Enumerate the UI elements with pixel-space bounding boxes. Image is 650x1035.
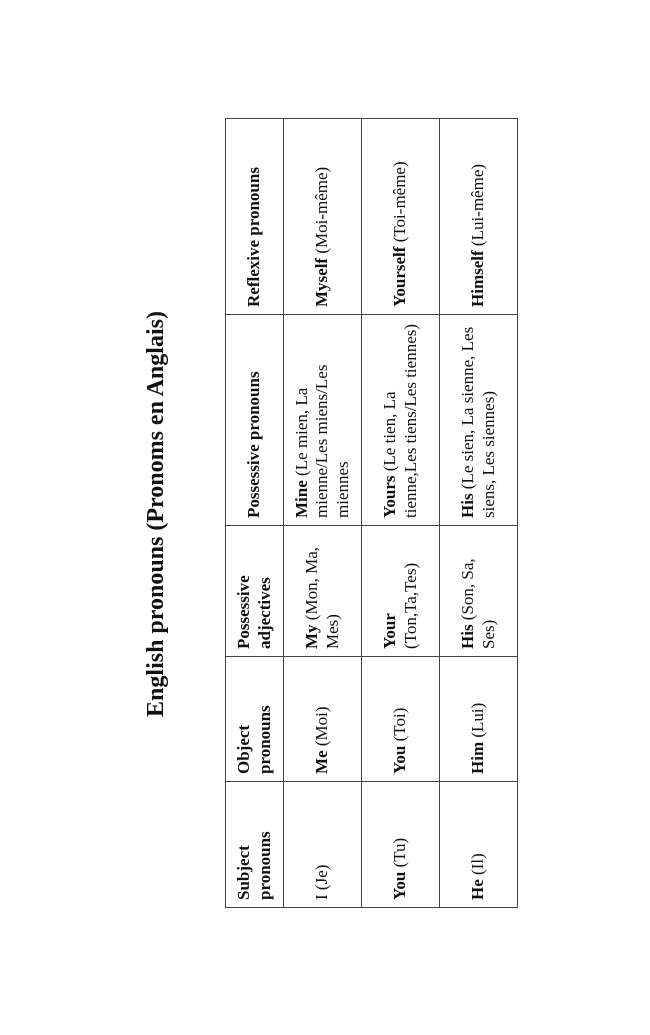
cell-possessive-pronoun xyxy=(440,315,518,526)
english-word: Him xyxy=(468,741,488,774)
cell-reflexive xyxy=(362,119,440,315)
rotated-page-content xyxy=(136,118,516,910)
english-word: You xyxy=(390,745,410,774)
french-translation: (Je) xyxy=(312,864,332,891)
header-reflexive-pronouns: Reflexive pronouns xyxy=(226,119,284,315)
french-translation: (Moi) xyxy=(312,706,332,747)
english-word: Myself xyxy=(312,257,332,307)
cell-subject xyxy=(284,782,362,908)
french-translation: (Moi-même) xyxy=(312,166,332,254)
table-row xyxy=(284,119,362,908)
pronouns-table xyxy=(225,118,518,908)
table-row xyxy=(362,119,440,908)
french-translation: (Son, Sa, Ses) xyxy=(458,558,498,649)
table-row xyxy=(440,119,518,908)
table-header-row xyxy=(226,119,284,908)
english-word: Yourself xyxy=(390,246,410,307)
header-possessive-pronouns: Possessive pronouns xyxy=(226,315,284,526)
cell-object xyxy=(440,657,518,782)
cell-possessive-pronoun xyxy=(284,315,362,526)
header-object-pronouns: Object pronouns xyxy=(226,657,284,782)
english-word: I xyxy=(312,894,332,900)
cell-object xyxy=(362,657,440,782)
cell-reflexive xyxy=(440,119,518,315)
english-word: My xyxy=(302,624,322,649)
english-word: Your xyxy=(380,613,400,649)
french-translation: (Le sien, La sienne, Les siens, Les siennes) xyxy=(458,326,498,518)
header-subject-pronouns: Subject pronouns xyxy=(226,782,284,908)
english-word: Mine xyxy=(292,480,312,518)
english-word: He xyxy=(468,879,488,900)
french-translation: (Le mien, La mienne/Les miens/Les miennes xyxy=(292,364,352,518)
french-translation: (Toi) xyxy=(390,707,410,742)
french-translation: (Il) xyxy=(468,853,488,875)
english-word: His xyxy=(458,624,478,649)
cell-possessive-adjective xyxy=(284,526,362,657)
english-word: Me xyxy=(312,750,332,774)
cell-object xyxy=(284,657,362,782)
cell-subject xyxy=(362,782,440,908)
english-word: Yours xyxy=(380,475,400,518)
french-translation: (Le tien, La tienne,Les tiens/Les tiennes) xyxy=(380,323,420,518)
english-word: Himself xyxy=(468,250,488,307)
cell-possessive-adjective xyxy=(362,526,440,657)
english-word: You xyxy=(390,871,410,900)
document-title: English pronouns (Pronoms en Anglais) xyxy=(143,311,169,717)
french-translation: (Tu) xyxy=(390,837,410,868)
cell-reflexive xyxy=(284,119,362,315)
french-translation: (Toi-même) xyxy=(390,161,410,243)
french-translation: (Lui-même) xyxy=(468,163,488,247)
cell-possessive-pronoun xyxy=(362,315,440,526)
english-word: His xyxy=(458,493,478,518)
cell-subject xyxy=(440,782,518,908)
header-possessive-adjectives: Possessive adjectives xyxy=(226,526,284,657)
french-translation: (Ton,Ta,Tes) xyxy=(400,562,420,649)
french-translation: (Mon, Ma, Mes) xyxy=(302,547,342,649)
french-translation: (Lui) xyxy=(468,702,488,738)
cell-possessive-adjective xyxy=(440,526,518,657)
